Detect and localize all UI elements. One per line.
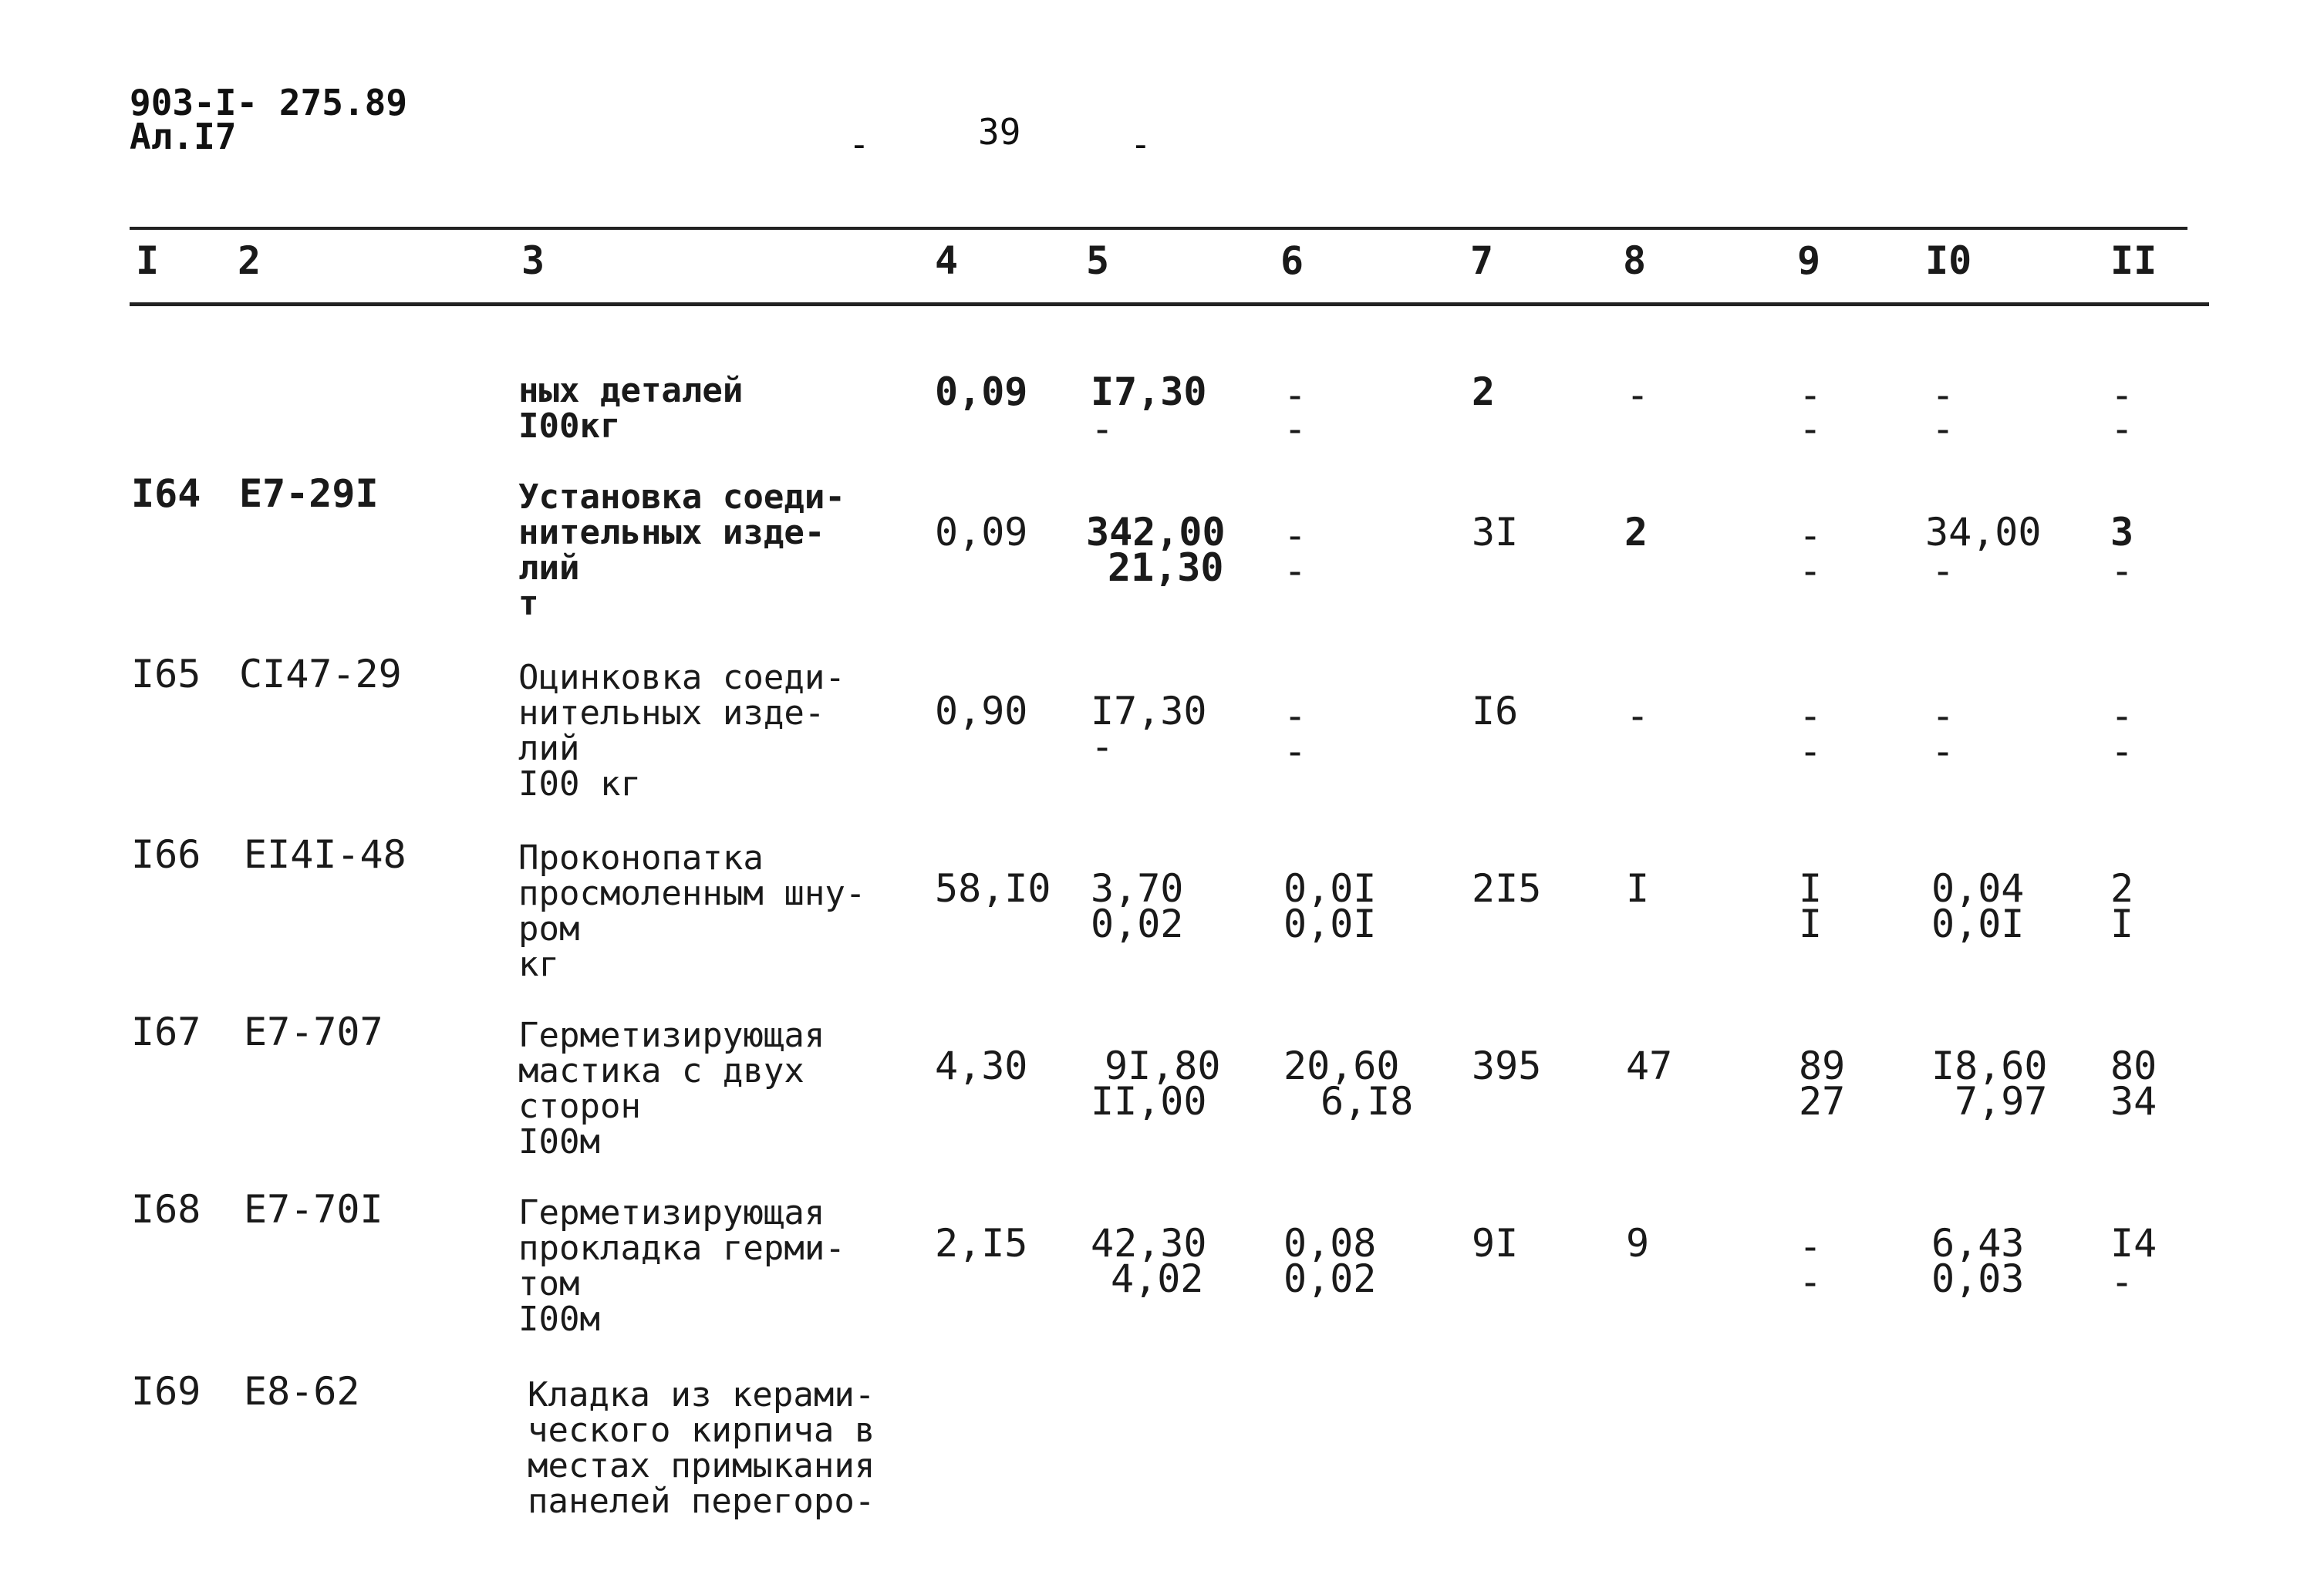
row-description-line: Герметизирующая [518, 1193, 825, 1232]
row-col7: 395 [1472, 1044, 1542, 1088]
row-col8: - [1626, 693, 1650, 738]
row-description-line: прокладка герми- [518, 1229, 845, 1268]
row-col9-bottom: - [1799, 548, 1823, 593]
row-col5-top: I7,30 [1091, 689, 1207, 733]
row-col10-bottom: 7,97 [1955, 1079, 2048, 1124]
row-col10-top: - [1931, 693, 1955, 738]
album-number: Ал.I7 [130, 116, 237, 157]
row-col10-top: 0,04 [1931, 866, 2025, 911]
row-col9-top: 89 [1799, 1044, 1846, 1088]
row-col10-top: 34,00 [1925, 510, 2042, 555]
row-code: CI47-29 [239, 652, 402, 696]
row-col9-top: - [1799, 693, 1823, 738]
row-col11-top: 80 [2110, 1044, 2157, 1088]
row-description-line: лий [518, 548, 580, 588]
column-header-4: 4 [935, 238, 959, 283]
row-col9-bottom: I [1799, 902, 1823, 946]
row-description-line: Оцинковка соеди- [518, 658, 845, 697]
row-col5-top: 42,30 [1091, 1221, 1207, 1266]
row-col10-top: I8,60 [1931, 1044, 2048, 1088]
table-top-rule [130, 227, 2187, 230]
row-description-line: сторон [518, 1087, 641, 1126]
row-col9-bottom: - [1799, 1259, 1823, 1304]
row-description-line: ром [518, 909, 580, 949]
row-description-line: кг [518, 945, 559, 984]
row-col9-top: - [1799, 513, 1823, 558]
row-col9-bottom: 27 [1799, 1079, 1846, 1124]
row-description-line: ческого кирпича в [528, 1411, 875, 1450]
row-number: I67 [131, 1010, 201, 1054]
row-description-line: I00м [518, 1300, 600, 1339]
page-dash-right: - [1130, 123, 1152, 165]
row-quantity: 2,I5 [935, 1221, 1028, 1266]
page-dash-left: - [848, 123, 870, 165]
row-code: E7-70I [244, 1187, 383, 1232]
row-description-line: Проконопатка [518, 838, 764, 878]
row-col11-bottom: - [2110, 548, 2134, 593]
row-code: E8-62 [244, 1369, 360, 1414]
row-code: E7-29I [239, 471, 379, 516]
row-description-line: I00 кг [518, 764, 641, 804]
row-col7: I6 [1472, 689, 1519, 733]
row-col10-bottom: - [1931, 729, 1955, 774]
row-col10-bottom: - [1931, 406, 1955, 451]
column-header-7: 7 [1470, 238, 1494, 283]
row-number: I66 [131, 832, 201, 877]
column-header-8: 8 [1623, 238, 1647, 283]
row-description-line: том [518, 1264, 580, 1303]
row-description-line: I00м [518, 1122, 600, 1162]
column-header-9: 9 [1797, 238, 1821, 283]
row-col8: - [1626, 373, 1650, 417]
row-col11-bottom: - [2110, 1259, 2134, 1304]
row-col5-top: 9I,80 [1105, 1044, 1221, 1088]
row-col11-top: 2 [2110, 866, 2134, 911]
column-header-5: 5 [1086, 238, 1110, 283]
row-code: E7-707 [244, 1010, 383, 1054]
row-col5-top: I7,30 [1091, 369, 1207, 414]
column-header-3: 3 [521, 238, 545, 283]
row-col6-top: 0,08 [1283, 1221, 1377, 1266]
row-quantity: 0,90 [935, 689, 1028, 733]
row-col6-bottom: - [1283, 729, 1307, 774]
row-col9-top: I [1799, 866, 1823, 911]
row-col5-bottom: 0,02 [1091, 902, 1184, 946]
row-col5-bottom: 4,02 [1111, 1256, 1204, 1301]
row-col6-top: - [1283, 513, 1307, 558]
row-col10-top: 6,43 [1931, 1221, 2025, 1266]
row-col5-top: 3,70 [1091, 866, 1184, 911]
row-number: I69 [131, 1369, 201, 1414]
row-number: I68 [131, 1187, 201, 1232]
row-col11-top: - [2110, 693, 2134, 738]
row-number: I65 [131, 652, 201, 696]
row-col6-top: 20,60 [1283, 1044, 1400, 1088]
row-col11-top: - [2110, 373, 2134, 417]
row-col7: 9I [1472, 1221, 1519, 1266]
row-description-line: Установка соеди- [518, 477, 845, 517]
row-col6-bottom: - [1283, 406, 1307, 451]
row-col6-top: 0,0I [1283, 866, 1377, 911]
row-description-line: I00кг [518, 406, 621, 446]
row-quantity: 0,09 [935, 369, 1028, 414]
row-description-line: мастика с двух [518, 1051, 804, 1091]
row-col10-bottom: 0,03 [1931, 1256, 2025, 1301]
row-col9-bottom: - [1799, 729, 1823, 774]
document-code: 903-I- 275.89 [130, 82, 408, 123]
row-quantity: 58,I0 [935, 866, 1051, 911]
row-col11-top: 3 [2110, 510, 2134, 555]
row-description-line: панелей перегоро- [528, 1482, 875, 1521]
row-col9-bottom: - [1799, 406, 1823, 451]
row-col6-bottom: 0,02 [1283, 1256, 1377, 1301]
row-col11-bottom: - [2110, 406, 2134, 451]
column-header-11: II [2110, 238, 2157, 283]
table-header-rule [130, 302, 2209, 306]
row-description-line: просмоленным шну- [518, 874, 866, 913]
column-header-2: 2 [238, 238, 261, 283]
row-col6-top: - [1283, 693, 1307, 738]
row-description-line: нительных изде- [518, 513, 825, 552]
row-col8: 9 [1626, 1221, 1650, 1266]
row-description-line: местах примыкания [528, 1446, 875, 1485]
row-col7: 2 [1472, 369, 1496, 414]
row-col10-top: - [1931, 373, 1955, 417]
row-col8: I [1626, 866, 1650, 911]
row-col5-top: 342,00 [1086, 510, 1226, 555]
row-code: EI4I-48 [244, 832, 406, 877]
row-description-line: т [518, 584, 539, 623]
row-col5-bottom: II,00 [1091, 1079, 1207, 1124]
row-col5-bottom: - [1091, 406, 1115, 451]
row-col11-top: I4 [2110, 1221, 2157, 1266]
row-quantity: 0,09 [935, 510, 1028, 555]
column-header-6: 6 [1280, 238, 1304, 283]
row-col11-bottom: 34 [2110, 1079, 2157, 1124]
row-col6-bottom: - [1283, 548, 1307, 593]
row-description-line: Герметизирующая [518, 1016, 825, 1055]
row-col11-bottom: I [2110, 902, 2134, 946]
row-col7: 3I [1472, 510, 1519, 555]
row-col9-top: - [1799, 373, 1823, 417]
row-description-line: лий [518, 729, 580, 768]
row-col5-bottom: 21,30 [1108, 545, 1224, 590]
row-col10-bottom: - [1931, 548, 1955, 593]
column-header-1: I [136, 238, 160, 283]
row-description-line: ных деталей [518, 371, 744, 410]
row-col8: 2 [1624, 510, 1648, 555]
row-description-line: Кладка из керами- [528, 1375, 875, 1415]
row-col5-bottom: - [1091, 724, 1115, 769]
row-col6-bottom: 6,I8 [1321, 1079, 1414, 1124]
column-header-10: I0 [1925, 238, 1972, 283]
row-number: I64 [131, 471, 201, 516]
row-col11-bottom: - [2110, 729, 2134, 774]
page-number: 39 [978, 111, 1021, 153]
row-quantity: 4,30 [935, 1044, 1028, 1088]
row-col10-bottom: 0,0I [1931, 902, 2025, 946]
row-col6-top: - [1283, 373, 1307, 417]
row-col7: 2I5 [1472, 866, 1542, 911]
row-col8: 47 [1626, 1044, 1673, 1088]
row-col6-bottom: 0,0I [1283, 902, 1377, 946]
row-description-line: нительных изде- [518, 693, 825, 733]
row-col9-top: - [1799, 1224, 1823, 1269]
